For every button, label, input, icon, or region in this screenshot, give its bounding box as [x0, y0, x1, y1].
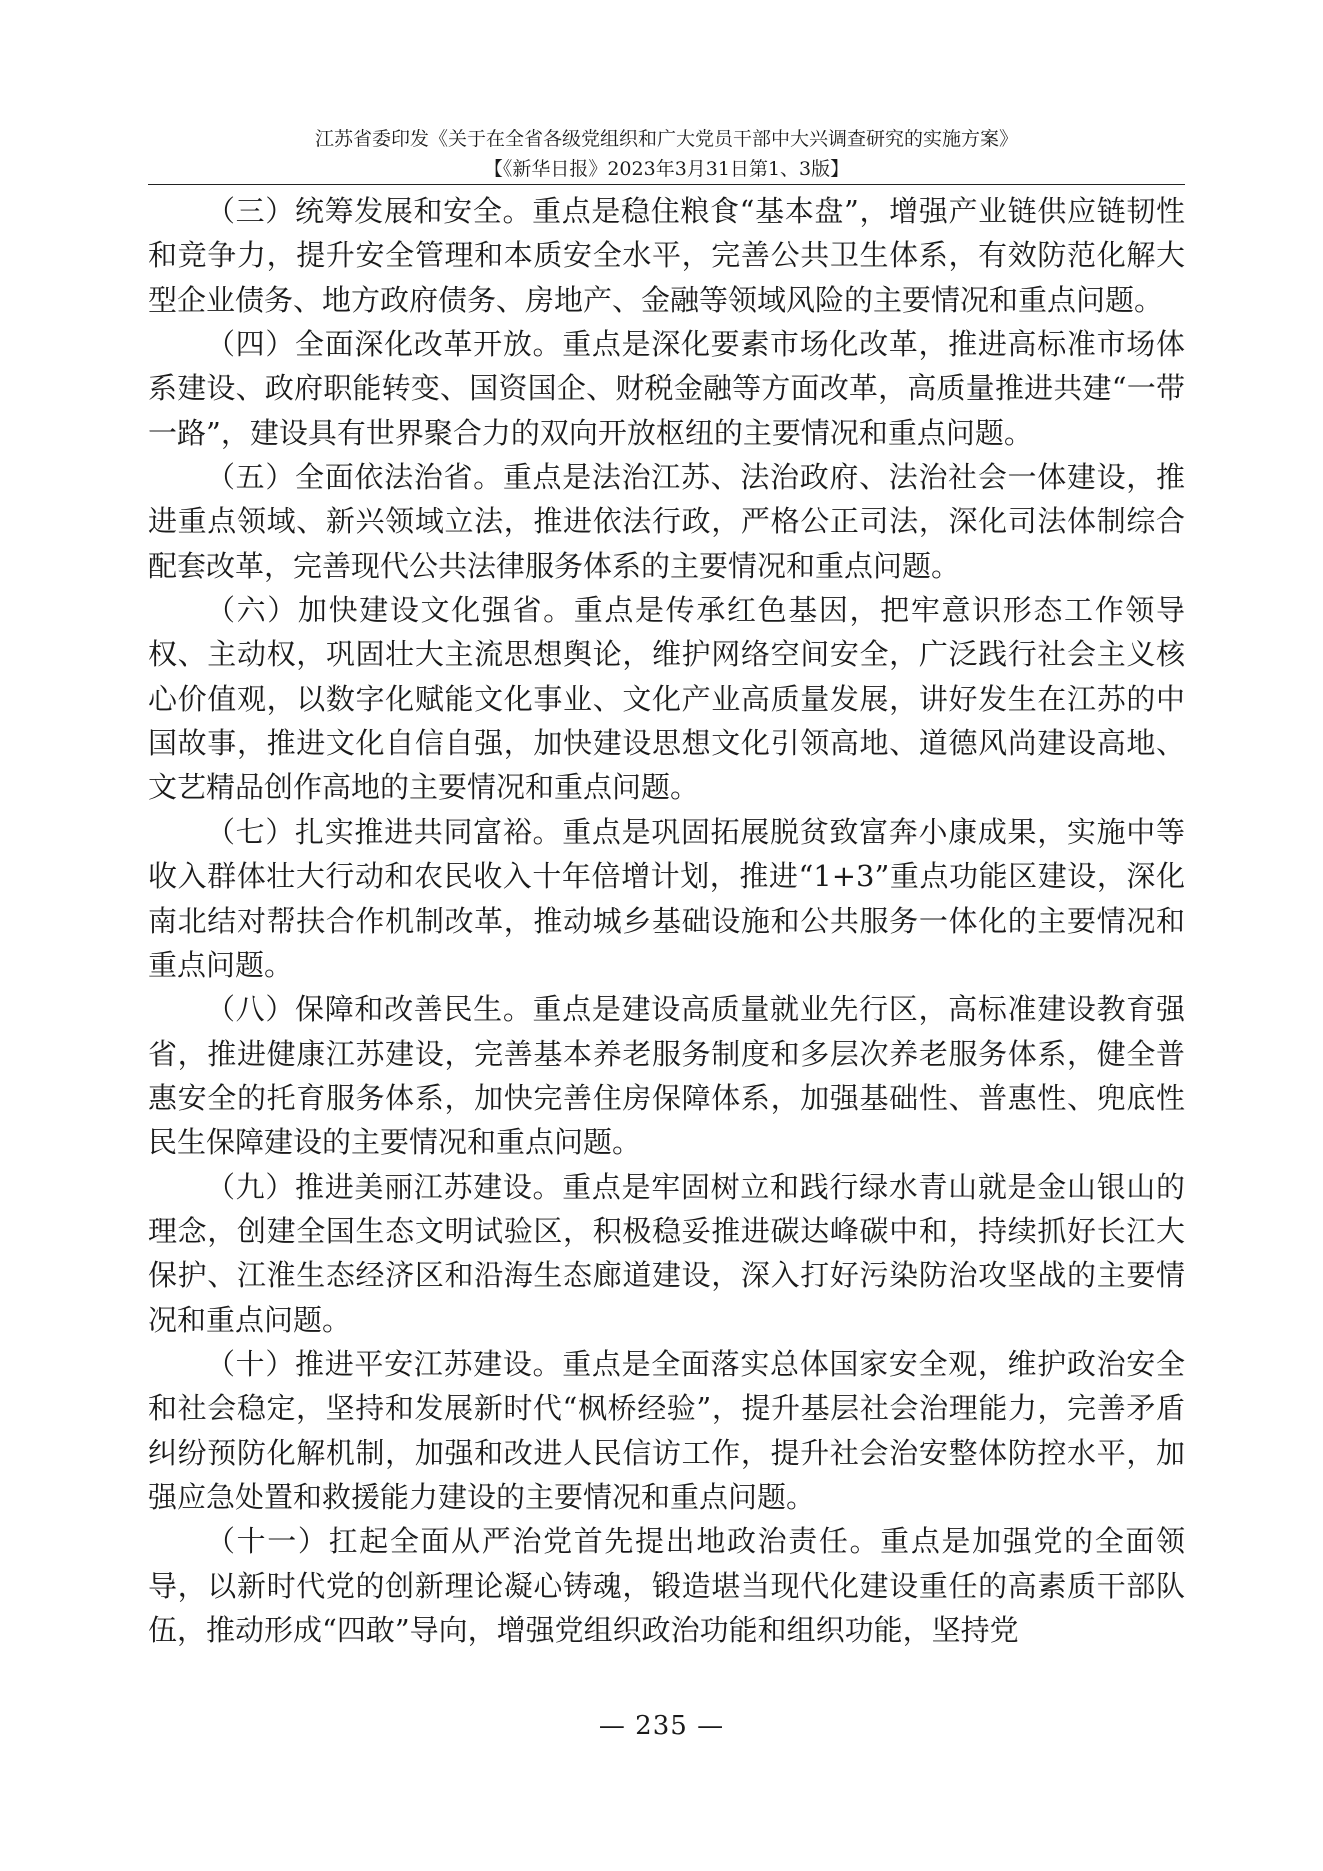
paragraph-7: （七）扎实推进共同富裕。重点是巩固拓展脱贫致富奔小康成果，实施中等收入群体壮大行动和农民收入十年倍增计划，推进“1+3”重点功能区建设，深化南北结对帮扶合作机制改革，推动城乡基础设施和公共服务一体化的主要情况和重点问题。: [148, 814, 1185, 982]
header-divider: [148, 184, 1185, 185]
paragraph-11: （十一）扛起全面从严治党首先提出地政治责任。重点是加强党的全面领导，以新时代党的创新理论凝心铸魂，锻造堪当现代化建设重任的高素质干部队伍，推动形成“四敢”导向，增强党组织政治功能和组织功能，坚持党: [148, 1524, 1185, 1647]
paragraph-6: （六）加快建设文化强省。重点是传承红色基因，把牢意识形态工作领导权、主动权，巩固壮大主流思想舆论，维护网络空间安全，广泛践行社会主义核心价值观，以数字化赋能文化事业、文化产业高质量发展，讲好发生在江苏的中国故事，推进文化自信自强，加快建设思想文化引领高地、道德风尚建设高地、文艺精品创作高地的主要情况和重点问题。: [148, 593, 1185, 805]
paragraph-10: （十）推进平安江苏建设。重点是全面落实总体国家安全观，维护政治安全和社会稳定，坚持和发展新时代“枫桥经验”，提升基层社会治理能力，完善矛盾纠纷预防化解机制，加强和改进人民信访工作，提升社会治安整体防控水平，加强应急处置和救援能力建设的主要情况和重点问题。: [148, 1346, 1185, 1514]
paragraph-9: （九）推进美丽江苏建设。重点是牢固树立和践行绿水青山就是金山银山的理念，创建全国生态文明试验区，积极稳妥推进碳达峰碳中和，持续抓好长江大保护、江淮生态经济区和沿海生态廊道建设，深入打好污染防治攻坚战的主要情况和重点问题。: [148, 1169, 1185, 1337]
page-number: — 235 —: [598, 1711, 725, 1741]
paragraph-8: （八）保障和改善民生。重点是建设高质量就业先行区，高标准建设教育强省，推进健康江苏建设，完善基本养老服务制度和多层次养老服务体系，健全普惠安全的托育服务体系，加快完善住房保障体系，加强基础性、普惠性、兜底性民生保障建设的主要情况和重点问题。: [148, 992, 1185, 1160]
paragraph-4: （四）全面深化改革开放。重点是深化要素市场化改革，推进高标准市场体系建设、政府职能转变、国资国企、财税金融等方面改革，高质量推进共建“一带一路”，建设具有世界聚合力的双向开放枢纽的主要情况和重点问题。: [148, 327, 1185, 450]
document-body: [148, 189, 1185, 1652]
header-source-line: 【《新华日报》2023年3月31日第1、3版】: [483, 158, 850, 180]
paragraph-3: （三）统筹发展和安全。重点是稳住粮食“基本盘”，增强产业链供应链韧性和竞争力，提升安全管理和本质安全水平，完善公共卫生体系，有效防范化解大型企业债务、地方政府债务、房地产、金融等领域风险的主要情况和重点问题。: [148, 194, 1185, 317]
header-title-line: 江苏省委印发《关于在全省各级党组织和广大党员干部中大兴调查研究的实施方案》: [314, 128, 1018, 150]
paragraph-5: （五）全面依法治省。重点是法治江苏、法治政府、法治社会一体建设，推进重点领域、新兴领域立法，推进依法行政，严格公正司法，深化司法体制综合配套改革，完善现代公共法律服务体系的主要情况和重点问题。: [148, 460, 1185, 583]
running-header: [148, 124, 1185, 184]
